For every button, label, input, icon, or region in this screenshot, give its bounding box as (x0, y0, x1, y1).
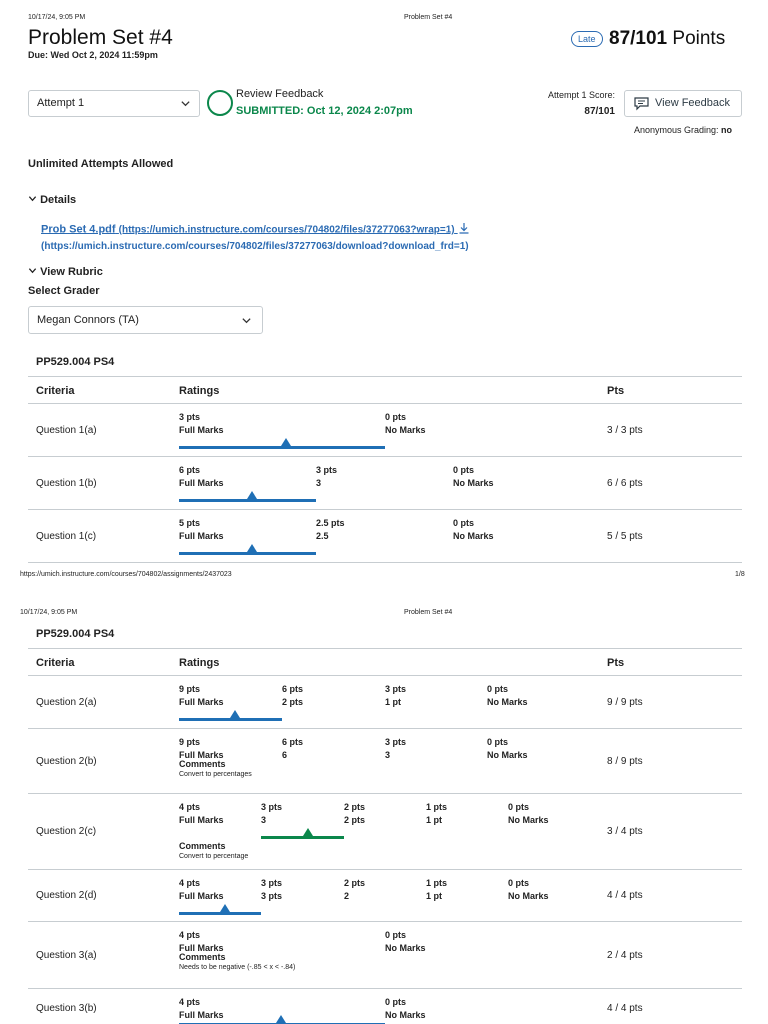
criterion-name: Question 2(a) (36, 697, 97, 708)
rating-description: Full Marks (179, 478, 224, 488)
rating-points: 2.5 pts (316, 518, 345, 528)
rating-points: 0 pts (453, 518, 475, 528)
selected-rating-marker-icon (230, 710, 240, 718)
criterion-name: Question 3(a) (36, 950, 97, 961)
rating-points: 1 pts (426, 802, 448, 812)
rating-points: 3 pts (316, 465, 338, 475)
rating-description: Full Marks (179, 891, 224, 901)
rating-points: 2 pts (344, 802, 366, 812)
rating-points: 0 pts (385, 412, 407, 422)
rating-option (316, 465, 337, 488)
print-doc-title: Problem Set #4 (404, 609, 453, 616)
file-url: (https://umich.instructure.com/courses/704802/files/37277063?wrap=1) (118, 224, 455, 236)
details-toggle-label: Details (40, 194, 77, 206)
rating-option (385, 412, 426, 435)
rating-points: 6 pts (179, 465, 201, 475)
selected-rating-marker-icon (247, 491, 257, 499)
rubric-table (28, 648, 742, 1024)
criterion-name: Question 1(b) (36, 478, 97, 489)
rubric-row-question-1-b (28, 457, 742, 510)
comment-text: Needs to be negative (-.85 < x < -.84) (179, 964, 296, 971)
criterion-name: Question 1(c) (36, 531, 97, 542)
rating-points: 3 pts (385, 737, 407, 747)
rubric-row-question-3-a (28, 922, 742, 989)
rating-points: 6 pts (282, 684, 304, 694)
rating-points: 4 pts (179, 802, 201, 812)
rating-description: 1 pt (426, 891, 443, 901)
rating-description: Full Marks (179, 943, 224, 953)
rating-points: 0 pts (508, 802, 530, 812)
print-datetime: 10/17/24, 9:05 PM (20, 609, 78, 616)
total-points (609, 28, 725, 50)
rating-description: Full Marks (179, 815, 224, 825)
page-title: Problem Set #4 (28, 26, 173, 49)
attempt-score-label: Attempt 1 Score: (547, 90, 615, 100)
rubric-row-question-1-c (28, 510, 742, 563)
attempt-select-value: Attempt 1 (37, 97, 85, 109)
selected-rating-bar (179, 912, 261, 915)
selected-rating-marker-icon (303, 828, 313, 836)
rubric-row-question-2-a (28, 676, 742, 729)
criterion-name: Question 2(d) (36, 890, 97, 901)
feedback-icon (634, 97, 649, 114)
selected-rating-bar (261, 836, 344, 839)
ratings-header: Ratings (179, 657, 220, 669)
unlimited-attempts: Unlimited Attempts Allowed (28, 158, 174, 170)
rating-points: 9 pts (179, 684, 201, 694)
rating-option (179, 878, 224, 901)
rating-option (508, 878, 549, 901)
rating-description: 6 (282, 750, 288, 760)
rating-option (179, 412, 224, 435)
rubric-header (28, 376, 742, 404)
rating-description: Full Marks (179, 531, 224, 541)
grader-select[interactable] (28, 306, 263, 334)
rating-description: Full Marks (179, 697, 224, 707)
rating-description: No Marks (385, 425, 426, 435)
criterion-name: Question 1(a) (36, 425, 97, 436)
rating-option (344, 802, 365, 825)
rating-description: Full Marks (179, 750, 224, 760)
rating-option (261, 878, 282, 901)
due-date: Due: Wed Oct 2, 2024 11:59pm (28, 50, 158, 60)
select-grader-label: Select Grader (28, 285, 100, 297)
submitted-status: SUBMITTED: Oct 12, 2024 2:07pm (236, 105, 413, 117)
rating-option (261, 802, 282, 825)
chevron-down-icon (28, 194, 37, 206)
rubric-row-question-2-b (28, 729, 742, 794)
rubric-title: PP529.004 PS4 (36, 356, 115, 368)
view-feedback-label: View Feedback (655, 97, 731, 109)
rubric-row-question-2-c (28, 794, 742, 870)
rubric-row-question-2-d (28, 870, 742, 922)
file-download-link[interactable]: (https://umich.instructure.com/courses/704802/files/37277063/download?download_frd=1) (41, 241, 469, 252)
criterion-points: 5 / 5 pts (607, 531, 643, 542)
rating-description: No Marks (487, 750, 528, 760)
criterion-points: 9 / 9 pts (607, 697, 643, 708)
rating-description: No Marks (453, 478, 494, 488)
print-page-number: 1/8 (735, 571, 745, 578)
rating-option (426, 802, 447, 825)
criterion-points: 2 / 4 pts (607, 950, 643, 961)
selected-rating-marker-icon (281, 438, 291, 446)
rating-description: 3 pts (261, 891, 283, 901)
rating-description: 3 (261, 815, 267, 825)
criterion-points: 6 / 6 pts (607, 478, 643, 489)
download-icon[interactable] (458, 222, 470, 237)
rating-option (179, 737, 224, 760)
selected-rating-bar (179, 718, 282, 721)
rating-option (453, 465, 494, 488)
rating-option (453, 518, 494, 541)
rubric-title: PP529.004 PS4 (36, 628, 115, 640)
rating-description: 2 pts (344, 815, 366, 825)
anonymous-grading-value: no (721, 125, 732, 135)
rating-points: 0 pts (487, 737, 509, 747)
rating-option (344, 878, 365, 901)
selected-rating-marker-icon (276, 1015, 286, 1023)
rating-description: No Marks (385, 943, 426, 953)
criterion-points: 4 / 4 pts (607, 1003, 643, 1014)
rating-points: 3 pts (385, 684, 407, 694)
points-score: 87/101 (609, 28, 668, 49)
rating-points: 3 pts (179, 412, 201, 422)
rating-description: No Marks (508, 815, 549, 825)
rating-description: 2.5 (316, 531, 329, 541)
rating-option (179, 684, 224, 707)
anonymous-grading-label: Anonymous Grading: (633, 125, 719, 135)
rating-description: Full Marks (179, 425, 224, 435)
rating-description: Full Marks (179, 1010, 224, 1020)
chevron-down-icon (28, 266, 37, 278)
print-doc-title: Problem Set #4 (404, 14, 453, 21)
rating-option (282, 684, 303, 707)
rating-option (385, 737, 406, 760)
attempt-score-value: 87/101 (584, 106, 615, 117)
rating-description: 1 pt (385, 697, 402, 707)
rating-description: No Marks (453, 531, 494, 541)
file-name: Prob Set 4.pdf (41, 223, 116, 236)
rating-description: 2 (344, 891, 350, 901)
criterion-points: 3 / 3 pts (607, 425, 643, 436)
rating-option (385, 997, 426, 1020)
rating-description: 3 (385, 750, 391, 760)
rating-points: 9 pts (179, 737, 201, 747)
print-datetime: 10/17/24, 9:05 PM (28, 14, 86, 21)
rating-option (508, 802, 549, 825)
late-badge: Late (571, 31, 603, 47)
chevron-down-icon (241, 315, 252, 329)
criteria-header: Criteria (36, 657, 75, 669)
attempt-select[interactable] (28, 90, 200, 117)
rating-points: 0 pts (487, 684, 509, 694)
rubric-header (28, 648, 742, 676)
rating-points: 0 pts (508, 878, 530, 888)
view-feedback-button[interactable] (624, 90, 742, 117)
criterion-points: 8 / 9 pts (607, 756, 643, 767)
rubric-table (28, 376, 742, 563)
rating-option (282, 737, 303, 760)
rating-option (316, 518, 345, 541)
rating-points: 4 pts (179, 997, 201, 1007)
rating-option (385, 930, 426, 953)
submission-status-icon (207, 90, 233, 116)
rating-points: 2 pts (344, 878, 366, 888)
rating-points: 3 pts (261, 802, 283, 812)
rating-points: 1 pts (426, 878, 448, 888)
criterion-name: Question 2(b) (36, 756, 97, 767)
rubric-row-question-3-b (28, 989, 742, 1024)
rating-option (179, 930, 224, 953)
criterion-points: 3 / 4 pts (607, 826, 643, 837)
rating-description: 3 (316, 478, 322, 488)
ratings-header: Ratings (179, 385, 220, 397)
selected-rating-bar (179, 499, 316, 502)
rating-option (179, 518, 224, 541)
rating-points: 0 pts (385, 997, 407, 1007)
comments-label: Comments (179, 952, 226, 962)
selected-rating-marker-icon (247, 544, 257, 552)
criterion-points: 4 / 4 pts (607, 890, 643, 901)
criteria-header: Criteria (36, 385, 75, 397)
print-footer-url: https://umich.instructure.com/courses/704802/assignments/2437023 (20, 571, 232, 578)
selected-rating-bar (179, 552, 316, 555)
rating-points: 4 pts (179, 878, 201, 888)
rating-option (385, 684, 406, 707)
comment-text: Convert to percentage (179, 853, 249, 860)
anonymous-grading (634, 125, 732, 135)
criterion-name: Question 3(b) (36, 1003, 97, 1014)
view-rubric-label: View Rubric (40, 266, 103, 278)
pts-header: Pts (607, 657, 625, 669)
rating-description: No Marks (487, 697, 528, 707)
rating-description: 1 pt (426, 815, 443, 825)
rating-description: No Marks (508, 891, 549, 901)
pts-header: Pts (607, 385, 625, 397)
grader-select-value: Megan Connors (TA) (37, 314, 139, 326)
rating-option (487, 684, 528, 707)
chevron-down-icon (180, 98, 191, 112)
rating-points: 3 pts (261, 878, 283, 888)
review-feedback-label: Review Feedback (236, 88, 324, 100)
rating-points: 5 pts (179, 518, 201, 528)
rubric-row-question-1-a (28, 404, 742, 457)
selected-rating-bar (179, 446, 385, 449)
criterion-name: Question 2(c) (36, 826, 97, 837)
rating-option (179, 465, 224, 488)
comment-text: Convert to percentages (179, 771, 252, 778)
details-toggle[interactable] (28, 194, 76, 206)
rating-option (426, 878, 447, 901)
rating-points: 6 pts (282, 737, 304, 747)
points-label: Points (672, 28, 726, 49)
rating-option (179, 997, 224, 1020)
comments-label: Comments (179, 841, 226, 851)
selected-rating-marker-icon (220, 904, 230, 912)
view-rubric-toggle[interactable] (28, 266, 103, 278)
rating-option (487, 737, 528, 760)
comments-label: Comments (179, 759, 226, 769)
rating-points: 0 pts (385, 930, 407, 940)
file-link[interactable] (41, 222, 470, 237)
rating-points: 4 pts (179, 930, 201, 940)
rating-description: No Marks (385, 1010, 426, 1020)
rating-description: 2 pts (282, 697, 304, 707)
rating-option (179, 802, 224, 825)
rating-points: 0 pts (453, 465, 475, 475)
